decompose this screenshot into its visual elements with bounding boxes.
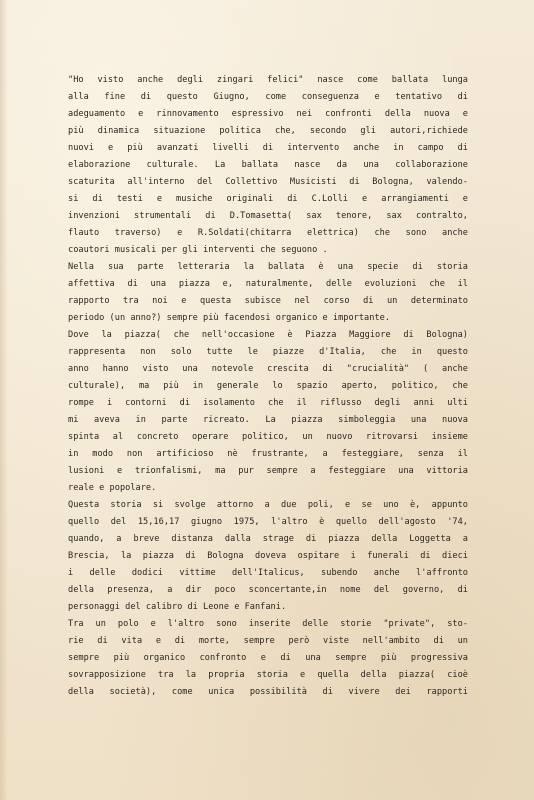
text-line: Dove la piazza( che nell'occasione è Piazza Maggiore di Bologna) (68, 330, 468, 340)
text-line: quello del 15,16,17 giugno 1975, l'altro è quello dell'agosto '74, (68, 517, 468, 527)
text-line: periodo (un anno?) sempre più facendosi organico e importante. (68, 313, 391, 323)
text-line: i delle dodici vittime dell'Italicus, subendo anche l'affronto (68, 568, 468, 578)
text-line: rappresenta non solo tutte le piazze d'Italia, che in questo (68, 347, 468, 357)
text-line: personaggi del calibro di Leone e Fanfani. (68, 602, 287, 612)
text-line: lusioni e trionfalismi, ma pur sempre a festeggiare una vittoria (68, 466, 468, 476)
text-line: anno hanno visto una notevole crescita di "crucialità" ( anche (68, 364, 468, 374)
text-line: rompe i contorni di isolamento che il riflusso degli anni ulti (68, 398, 468, 408)
text-line: Questa storia si svolge attorno a due poli, e se uno è, appunto (68, 500, 468, 510)
page-edge-shadow (0, 0, 8, 800)
text-line: reale e popolare. (68, 483, 157, 493)
text-line: spinta al concreto operare politico, un nuovo ritrovarsi insieme (68, 432, 468, 442)
text-line: mi aveva in parte ricreato. La piazza simboleggia una nuova (68, 415, 468, 425)
text-line: coautori musicali per gli interventi che seguono . (68, 245, 328, 255)
text-line: rie di vita e di morte, sempre però viste nell'ambito di un (68, 636, 468, 646)
text-line: Brescia, la piazza di Bologna doveva ospitare i funerali di dieci (68, 551, 468, 561)
text-line: affettiva di una piazza e, naturalmente, delle evoluzioni che il (68, 279, 468, 289)
text-line: quando, a breve distanza dalla strage di piazza della Loggetta a (68, 534, 468, 544)
text-line: elaborazione culturale. La ballata nasce da una collaborazione (68, 160, 468, 170)
text-line: nuovi e più avanzati livelli di intervento anche in campo di (68, 143, 468, 153)
text-line: più dinamica situazione politica che, secondo gli autori,richiede (68, 126, 468, 136)
text-line: Nella sua parte letteraria la ballata è una specie di storia (68, 262, 468, 272)
text-line: adeguamento e rinnovamento espressivo nei confronti della nuova e (68, 109, 468, 119)
text-line: culturale), ma più in generale lo spazio aperto, politico, che (68, 381, 468, 391)
text-line: alla fine di questo Giugno, come conseguenza e tentativo di (68, 92, 468, 102)
text-line: in modo non artificioso nè frustrante, a festeggiare, senza il (68, 449, 468, 459)
text-line: si di testi e musiche originali di C.Lolli e arrangiamenti e (68, 194, 468, 204)
text-line: flauto traverso) e R.Soldati(chitarra elettrica) che sono anche (68, 228, 468, 238)
text-line: Tra un polo e l'altro sono inserite delle storie "private", sto- (68, 619, 468, 629)
text-line: invenzioni strumentali di D.Tomasetta( sax tenore, sax contralto, (68, 211, 468, 221)
text-line: della presenza, a dir poco sconcertante,in nome del governo, di (68, 585, 468, 595)
typewritten-text (68, 72, 468, 701)
text-line: rapporto tra noi e questa subisce nel corso di un determinato (68, 296, 468, 306)
text-line: "Ho visto anche degli zingari felici" nasce come ballata lunga (68, 75, 468, 85)
text-line: scaturita all'interno del Collettivo Musicisti di Bologna, valendo- (68, 177, 468, 187)
text-line: sempre più organico confronto e di una sempre più progressiva (68, 653, 468, 663)
text-line: della società), come unica possibilità di vivere dei rapporti (68, 687, 468, 697)
text-line: sovrapposizione tra la propria storia e quella della piazza( cioè (68, 670, 468, 680)
